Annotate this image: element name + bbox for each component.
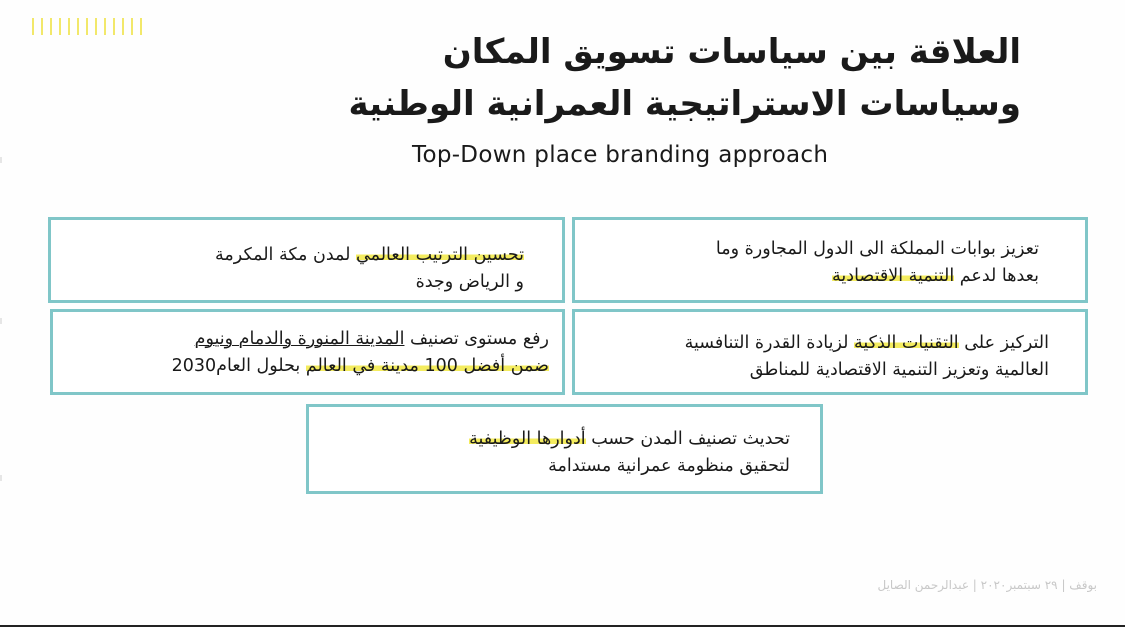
highlight-functional-roles: أدوارها الوظيفية (469, 429, 586, 449)
box-gateways-text (716, 236, 1039, 290)
highlight-global-ranking: تحسين الترتيب العالمي (356, 245, 524, 265)
box-top100-text (172, 326, 549, 380)
highlight-smart-tech: التقنيات الذكية (854, 333, 959, 353)
box-smart-tech-text (685, 330, 1049, 384)
box-ranking (48, 217, 565, 303)
box-smart-tech-line-1-pre: التركيز على (958, 333, 1049, 353)
box-classify-line-1-pre: تحديث تصنيف المدن حسب (585, 429, 790, 449)
title-line-1: العلاقة بين سياسات تسويق المكان (442, 32, 1021, 72)
slide-title (261, 26, 1021, 130)
box-gateways (572, 217, 1088, 303)
box-ranking-text (215, 242, 524, 296)
slide-subtitle: Top-Down place branding approach (412, 142, 829, 168)
box-gateways-line-2-text: بعدها لدعم (954, 266, 1039, 286)
edge-tick (0, 157, 2, 163)
underline-cities: المدينة المنورة والدمام ونيوم (194, 329, 405, 349)
box-classify-line-1 (469, 426, 790, 453)
box-top100-line-1 (172, 326, 549, 353)
box-smart-tech-line-1 (685, 330, 1049, 357)
box-classify-text (469, 426, 790, 480)
box-top100-line-2 (172, 353, 549, 380)
box-smart-tech-line-2: العالمية وتعزيز التنمية الاقتصادية للمناطق (749, 360, 1049, 380)
box-classify-line-2: لتحقيق منظومة عمرانية مستدامة (548, 456, 790, 476)
edge-tick (0, 318, 2, 324)
box-smart-tech (572, 309, 1088, 395)
box-classify (306, 404, 823, 494)
box-gateways-line-1: تعزيز بوابات المملكة الى الدول المجاورة وما (715, 239, 1039, 259)
box-smart-tech-line-1-post: لزيادة القدرة التنافسية (684, 333, 854, 353)
box-ranking-line-2: و الرياض وجدة (415, 272, 524, 292)
box-gateways-line-2 (716, 263, 1039, 290)
box-ranking-line-1 (215, 242, 524, 269)
slide-footer: بوقف | ٢٩ سبتمبر٢٠٢٠ | عبدالرحمن الصايل (877, 578, 1097, 592)
box-top100-line-2-post: بحلول العام2030 (171, 356, 306, 376)
box-top100 (50, 309, 565, 395)
highlight-top-100: ضمن أفضل 100 مدينة في العالم (305, 356, 549, 376)
decorative-bars (32, 18, 142, 35)
title-line-2: وسياسات الاستراتيجية العمرانية الوطنية (348, 84, 1021, 124)
edge-tick (0, 475, 2, 481)
box-ranking-line-1-text: لمدن مكة المكرمة (215, 245, 357, 265)
highlight-economic-development: التنمية الاقتصادية (832, 266, 955, 286)
box-top100-line-1-pre: رفع مستوى تصنيف (404, 329, 549, 349)
